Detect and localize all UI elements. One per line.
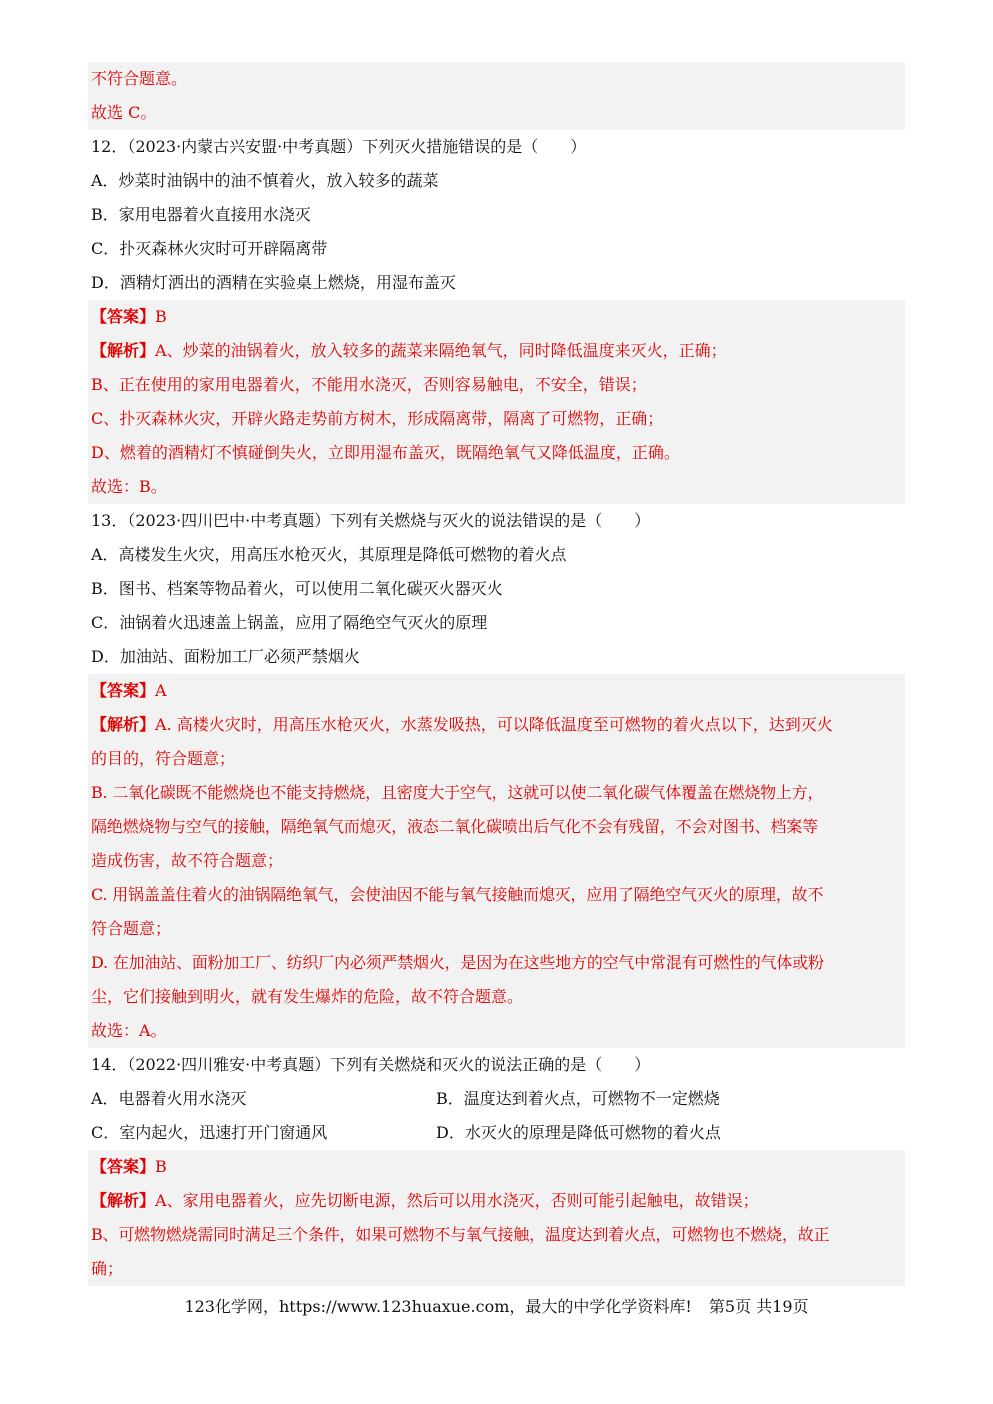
question-14-option-c: C．室内起火，迅速打开门窗通风 — [91, 1123, 328, 1142]
prev-answer-choice: 故选 C。 — [91, 103, 157, 122]
analysis-text: A、家用电器着火，应先切断电源，然后可以用水浇灭，否则可能引起触电，故错误； — [155, 1191, 759, 1210]
answer-value: B — [155, 307, 167, 326]
question-14-options-row-2 — [88, 1116, 905, 1150]
analysis-tag: 【解析】 — [91, 341, 156, 360]
prev-answer-block — [88, 62, 905, 130]
question-13-answer-block — [88, 674, 905, 1048]
question-13-stem: 13．（2023·四川巴中·中考真题）下列有关燃烧与灭火的说法错误的是（ ） — [91, 511, 651, 530]
question-12-answer — [88, 300, 905, 334]
question-12 — [88, 130, 905, 504]
question-13-option-b: B．图书、档案等物品着火，可以使用二氧化碳灭火器灭火 — [91, 579, 503, 598]
analysis-text: A、炒菜的油锅着火，放入较多的蔬菜来隔绝氧气，同时降低温度来灭火，正确； — [155, 341, 727, 360]
question-12-answer-block — [88, 300, 905, 504]
question-14-option-a: A．电器着火用水浇灭 — [91, 1089, 247, 1108]
question-13-analysis-6: C. 用锅盖盖住着火的油锅隔绝氧气，会使油因不能与氧气接触而熄灭，应用了隔绝空气灭火的原理，故不 — [91, 885, 824, 904]
question-12-option-c: C．扑灭森林火灾时可开辟隔离带 — [91, 239, 328, 258]
footer-site-link[interactable]: 123化学网，https://www.123huaxue.com，最大的中学化学资料库! — [184, 1297, 692, 1316]
page-footer — [0, 1294, 993, 1317]
question-13-analysis-4: 隔绝燃烧物与空气的接触，隔绝氧气而熄灭，液态二氧化碳喷出后气化不会有残留，不会对图书、档案等 — [91, 817, 818, 836]
question-13-analysis-7: 符合题意； — [91, 919, 172, 938]
question-12-analysis-3: C、扑灭森林火灾，开辟火路走势前方树木，形成隔离带，隔离了可燃物，正确； — [91, 409, 664, 428]
question-13-conclusion: 故选：A。 — [91, 1021, 167, 1040]
question-12-conclusion: 故选：B。 — [91, 477, 167, 496]
prev-answer-line: 不符合题意。 — [91, 69, 188, 88]
question-12-analysis-4: D、燃着的酒精灯不慎碰倒失火，立即用湿布盖灭，既隔绝氧气又降低温度，正确。 — [91, 443, 680, 462]
question-13-option-a: A．高楼发生火灾，用高压水枪灭火，其原理是降低可燃物的着火点 — [91, 545, 567, 564]
analysis-text: A. 高楼火灾时，用高压水枪灭火，水蒸发吸热，可以降低温度至可燃物的着火点以下，达到灭火 — [155, 715, 833, 734]
question-14-options-row-1 — [88, 1082, 905, 1116]
question-14-analysis-1 — [88, 1184, 905, 1218]
question-13 — [88, 504, 905, 1048]
question-14-stem: 14．（2022·四川雅安·中考真题）下列有关燃烧和灭火的说法正确的是（ ） — [91, 1055, 651, 1074]
question-14-option-d: D．水灭火的原理是降低可燃物的着火点 — [436, 1123, 721, 1142]
analysis-tag: 【解析】 — [91, 715, 156, 734]
question-12-analysis-1 — [88, 334, 905, 368]
question-14-analysis-3: 确； — [91, 1259, 124, 1278]
question-12-option-d: D．酒精灯洒出的酒精在实验桌上燃烧，用湿布盖灭 — [91, 273, 456, 292]
question-12-option-b: B．家用电器着火直接用水浇灭 — [91, 205, 311, 224]
question-13-answer — [88, 674, 905, 708]
question-13-analysis-1 — [88, 708, 905, 742]
answer-tag: 【答案】 — [91, 681, 156, 700]
question-12-analysis-2: B、正在使用的家用电器着火，不能用水浇灭，否则容易触电，不安全，错误； — [91, 375, 647, 394]
answer-tag: 【答案】 — [91, 307, 156, 326]
question-13-analysis-8: D. 在加油站、面粉加工厂、纺织厂内必须严禁烟火，是因为在这些地方的空气中常混有可燃性的气体或粉 — [91, 953, 824, 972]
footer-page-number: 第5页 共19页 — [708, 1297, 809, 1316]
question-14-answer — [88, 1150, 905, 1184]
question-12-option-a: A．炒菜时油锅中的油不慎着火，放入较多的蔬菜 — [91, 171, 439, 190]
answer-value: A — [155, 681, 167, 700]
analysis-tag: 【解析】 — [91, 1191, 156, 1210]
answer-value: B — [155, 1157, 167, 1176]
question-14 — [88, 1048, 905, 1286]
question-13-analysis-2: 的目的，符合题意； — [91, 749, 236, 768]
question-14-answer-block — [88, 1150, 905, 1286]
question-13-option-c: C．油锅着火迅速盖上锅盖，应用了隔绝空气灭火的原理 — [91, 613, 488, 632]
question-14-analysis-2: B、可燃物燃烧需同时满足三个条件，如果可燃物不与氧气接触，温度达到着火点，可燃物也不燃烧，故正 — [91, 1225, 830, 1244]
question-14-option-b: B．温度达到着火点，可燃物不一定燃烧 — [436, 1089, 720, 1108]
answer-tag: 【答案】 — [91, 1157, 156, 1176]
document-page — [88, 62, 905, 1286]
question-12-stem: 12．（2023·内蒙古兴安盟·中考真题）下列灭火措施错误的是（ ） — [91, 137, 587, 156]
question-13-option-d: D．加油站、面粉加工厂必须严禁烟火 — [91, 647, 360, 666]
question-13-analysis-5: 造成伤害，故不符合题意； — [91, 851, 284, 870]
question-13-analysis-3: B. 二氧化碳既不能燃烧也不能支持燃烧，且密度大于空气，这就可以使二氧化碳气体覆盖在燃烧物上方， — [91, 783, 824, 802]
question-13-analysis-9: 尘，它们接触到明火，就有发生爆炸的危险，故不符合题意。 — [91, 987, 524, 1006]
